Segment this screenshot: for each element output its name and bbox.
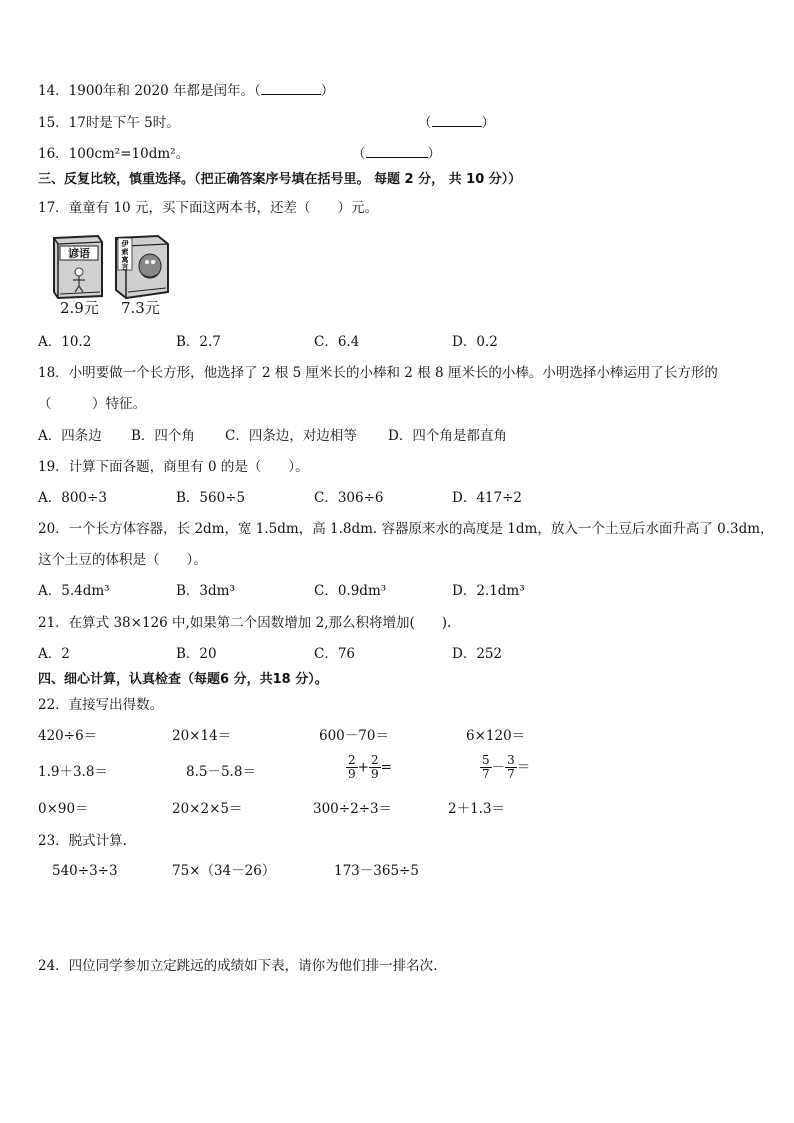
q21-option-d[interactable]: D．252 (452, 646, 503, 662)
q16-paren-open: （ (352, 146, 366, 162)
book2-char-3: 寓 (121, 256, 129, 264)
q22-r1-item-4: 6×120＝ (466, 728, 526, 744)
frac2-eq: ＝ (516, 759, 531, 776)
q22-r3-item-2: 20×2×5＝ (172, 801, 243, 817)
q21-text: 21．在算式 38×126 中,如果第二个因数增加 2,那么积将增加( ). (38, 615, 452, 631)
book2-char-2: 索 (121, 248, 129, 256)
frac-3-7 (505, 754, 517, 781)
book2-char-4: 言 (121, 263, 129, 271)
q18-option-b[interactable]: B．四个角 (131, 428, 195, 444)
frac2-den1: 7 (482, 767, 490, 781)
q15-paren-close: ） (481, 115, 495, 131)
book1-price: 2.9元 (60, 299, 99, 317)
frac1-den1: 9 (348, 767, 356, 781)
q14-text: 14．1900年和 2020 年都是闰年。（ (38, 83, 261, 99)
q17-option-d[interactable]: D．0.2 (452, 334, 498, 350)
q19-option-b[interactable]: B．560÷5 (176, 490, 246, 506)
q22-r1-item-3: 600－70＝ (319, 728, 389, 744)
q22-fraction-diff (480, 754, 530, 781)
frac2-den2: 7 (507, 767, 515, 781)
q22-text: 22．直接写出得数。 (38, 697, 164, 713)
q19-text: 19．计算下面各题，商里有 0 的是（ ）。 (38, 459, 309, 475)
q20-option-a[interactable]: A．5.4dm³ (38, 583, 110, 599)
q14 (38, 82, 334, 100)
frac-5-7 (480, 754, 492, 781)
q17-option-a[interactable]: A．10.2 (38, 334, 92, 350)
q22-r3-item-1: 0×90＝ (38, 801, 89, 817)
book2-price: 7.3元 (121, 299, 160, 317)
q22-r1-item-1: 420÷6＝ (38, 728, 98, 744)
q16-answer (352, 145, 441, 163)
q15-text: 15．17时是下午 5时。 (38, 115, 180, 131)
frac1-eq: = (380, 759, 392, 776)
q21-option-c[interactable]: C．76 (314, 646, 356, 662)
q21-option-b[interactable]: B．20 (176, 646, 217, 662)
q20-option-b[interactable]: B．3dm³ (176, 583, 235, 599)
q18-option-c[interactable]: C．四条边，对边相等 (225, 428, 357, 444)
q23-item-2: 75×（34－26） (172, 863, 276, 879)
q22-r3-item-3: 300÷2÷3＝ (313, 801, 393, 817)
q14-paren-close: ） (320, 83, 335, 99)
q20-option-c[interactable]: C．0.9dm³ (314, 583, 387, 599)
q15-paren-open: （ (418, 115, 432, 131)
q16-paren-close: ） (427, 146, 441, 162)
q20-line1: 20．一个长方体容器，长 2dm，宽 1.5dm，高 1.8dm. 容器原来水的高度是 1dm，放入一个土豆后水面升高了 0.3dm， (38, 521, 774, 537)
frac2-op: － (491, 759, 506, 776)
book-proverbs-image (48, 232, 108, 300)
q14-answer-blank[interactable] (261, 82, 321, 95)
q20-option-d[interactable]: D．2.1dm³ (452, 583, 525, 599)
q16-answer-blank[interactable] (366, 145, 428, 158)
q16-text: 16．100cm²=10dm²。 (38, 146, 190, 162)
book2-char-1: 伊 (121, 240, 129, 248)
section3-heading: 三、反复比较，慎重选择。（把正确答案序号填在括号里。 每题 2 分， 共 10 分）） (38, 172, 522, 187)
q22-fraction-sum (346, 754, 392, 781)
frac-2-9-b (369, 754, 381, 781)
q18-line1: 18．小明要做一个长方形，他选择了 2 根 5 厘米长的小棒和 2 根 8 厘米长的小棒。小明选择小棒运用了长方形的 (38, 365, 718, 381)
frac-2-9-a (346, 754, 358, 781)
frac1-num2: 2 (370, 753, 379, 767)
q23-item-1: 540÷3÷3 (52, 863, 118, 879)
q19-option-c[interactable]: C．306÷6 (314, 490, 384, 506)
q21-option-a[interactable]: A．2 (38, 646, 70, 662)
frac1-op: + (357, 759, 369, 776)
q18-line2: （ ）特征。 (38, 396, 146, 412)
frac1-num1: 2 (348, 753, 356, 767)
q19-option-a[interactable]: A．800÷3 (38, 490, 107, 506)
q17-option-c[interactable]: C．6.4 (314, 334, 360, 350)
q15-answer-blank[interactable] (432, 114, 482, 127)
q19-option-d[interactable]: D．417÷2 (452, 490, 522, 506)
q17-option-b[interactable]: B．2.7 (176, 334, 221, 350)
section4-heading: 四、细心计算，认真检查（每题6 分，共18 分）。 (38, 672, 328, 687)
book1-title: 谚语 (68, 247, 90, 260)
q22-r2-item-1: 1.9＋3.8＝ (38, 764, 108, 780)
q20-line2: 这个土豆的体积是（ ）。 (38, 552, 207, 568)
q22-r1-item-2: 20×14＝ (172, 728, 232, 744)
q22-r2-item-2: 8.5－5.8＝ (186, 764, 256, 780)
q22-r3-item-4: 2＋1.3＝ (448, 801, 506, 817)
q15-answer (418, 114, 495, 132)
q23-text: 23．脱式计算. (38, 833, 127, 849)
q24-text: 24．四位同学参加立定跳远的成绩如下表，请你为他们排一排名次. (38, 958, 438, 974)
book-aesop-image (112, 232, 172, 300)
frac1-den2: 9 (370, 767, 379, 781)
q23-item-3: 173－365÷5 (334, 863, 419, 879)
frac2-num1: 5 (482, 753, 490, 767)
frac2-num2: 3 (507, 753, 515, 767)
q17-text: 17．童童有 10 元，买下面这两本书，还差（ ）元。 (38, 200, 378, 216)
q18-option-a[interactable]: A．四条边 (38, 428, 102, 444)
q18-option-d[interactable]: D．四个角是都直角 (388, 428, 507, 444)
